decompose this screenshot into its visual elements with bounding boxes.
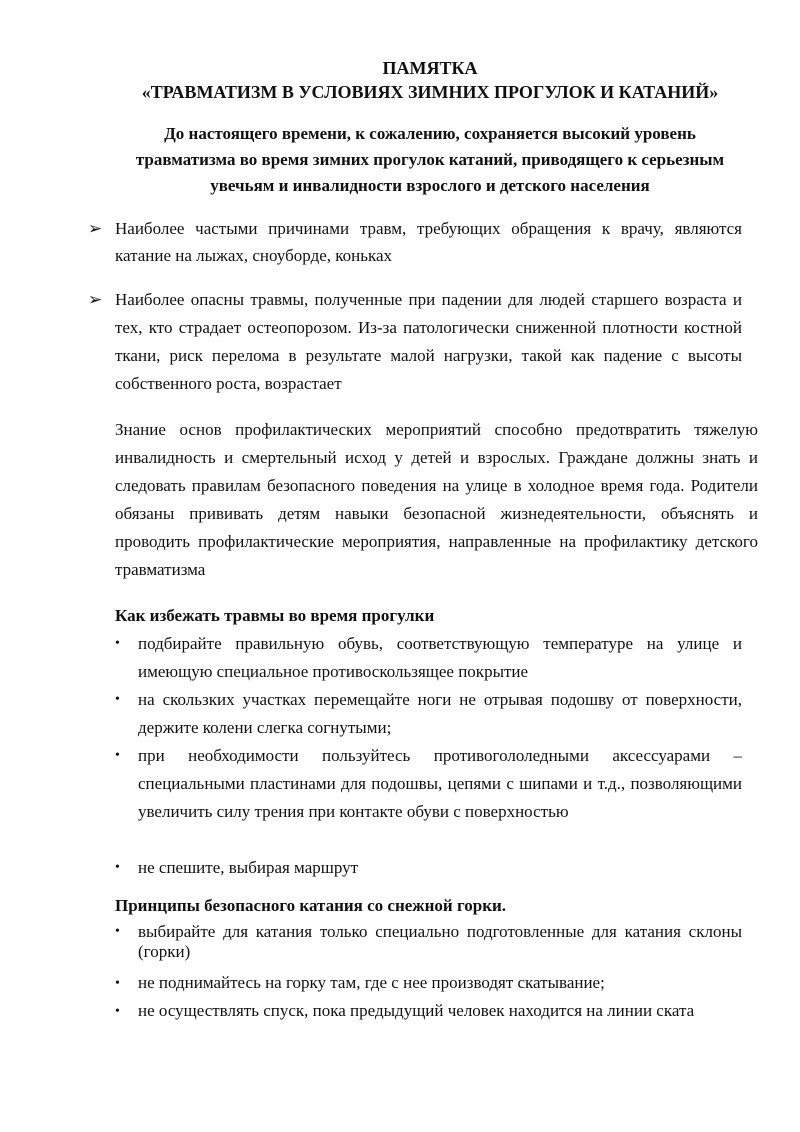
bullet-dot-icon: • [115,924,120,939]
list-item: не поднимайтесь на горку там, где с нее производят скатывание; [138,973,605,992]
list-item: подбирайте правильную обувь, соответствующую температуре на улице и имеющую специальное противоскользящее покрытие [138,634,742,681]
document-title: ПАМЯТКА [382,58,478,78]
bullet-dot-icon: • [115,1004,120,1019]
document-title-topic: «ТРАВМАТИЗМ В УСЛОВИЯХ ЗИМНИХ ПРОГУЛОК И КАТАНИЙ» [141,82,719,102]
section-heading-sledding: Принципы безопасного катания со снежной горки. [115,896,507,915]
list-item: на скользких участках перемещайте ноги не отрывая подошву от поверхности, держите колени слегка согнутыми; [138,690,742,737]
list-item: выбирайте для катания только специально подготовленные для катания склоны (горки) [138,922,742,961]
body-paragraph: Знание основ профилактических мероприятий способно предотвратить тяжелую инвалидность и смертельный исход у детей и взрослых. Граждане должны знать и следовать правилам безопасного поведения на улице в холодное время года. Родители обязаны прививать детям навыки безопасной жизнедеятельности, объяснять и проводить профилактические мероприятия, направленные на профилактику детского травматизма [115,420,758,579]
bullet-dot-icon: • [115,860,120,875]
list-item: при необходимости пользуйтесь противогололедными аксессуарами – специальными пластинами для подошвы, цепями с шипами и т.д., позволяющими увеличить силу трения при контакте обуви с поверхностью [138,746,742,821]
bullet-dot-icon: • [115,636,120,651]
bullet-dot-icon: • [115,692,120,707]
arrow-bullet-text: Наиболее частыми причинами травм, требующих обращения к врачу, являются катание на лыжах, сноуборде, коньках [115,219,742,265]
list-item: не спешите, выбирая маршрут [138,858,359,877]
list-item: не осуществлять спуск, пока предыдущий человек находится на линии ската [138,1001,695,1020]
arrow-bullet-text: Наиболее опасны травмы, полученные при падении для людей старшего возраста и тех, кто страдает остеопорозом. Из-за патологически сниженной плотности костной ткани, риск перелома в результате малой нагрузки, такой как падение с высоты собственного роста, возрастает [115,290,742,393]
bullet-dot-icon: • [115,748,120,763]
arrow-bullet-icon: ➢ [88,219,103,238]
document-subtitle: До настоящего времени, к сожалению, сохраняется высокий уровень травматизма во время зимних прогулок катаний, приводящего к серьезным увечьям и инвалидности взрослого и детского населения [135,124,725,195]
arrow-bullet-icon: ➢ [88,290,103,309]
section-heading-walk: Как избежать травмы во время прогулки [115,606,435,625]
bullet-dot-icon: • [115,976,120,991]
